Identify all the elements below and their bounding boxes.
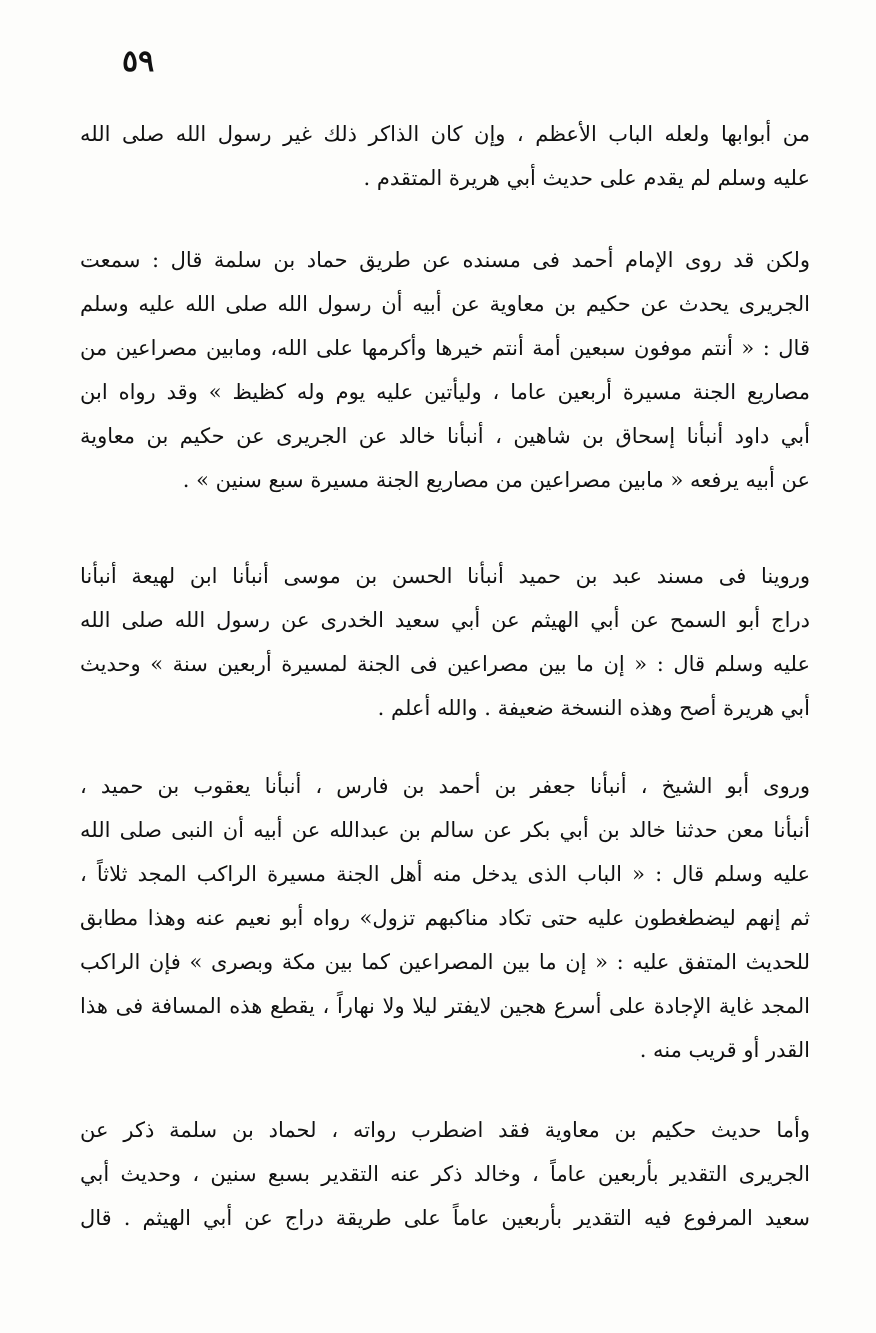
paragraph-2 <box>80 238 810 502</box>
text-line: وروى أبو الشيخ ، أنبأنا جعفر بن أحمد بن فارس ، أنبأنا يعقوب بن حميد ، <box>80 774 810 798</box>
text-line: الجريرى التقدير بأربعين عاماً ، وخالد ذكر عنه التقدير بسبع سنين ، وحديث أبي <box>80 1162 810 1186</box>
text-line: عليه وسلم قال : « إن ما بين مصراعين فى الجنة لمسيرة أربعين سنة » وحديث <box>80 652 810 676</box>
paragraph-5 <box>80 1108 810 1240</box>
text-line: قال : « أنتم موفون سبعين أمة أنتم خيرها وأكرمها على الله، ومابين مصراعين من <box>80 336 810 360</box>
text-line: ثم إنهم ليضطغطون عليه حتى تكاد مناكبهم تزول» رواه أبو نعيم عنه وهذا مطابق <box>80 906 810 930</box>
text-line: عليه وسلم لم يقدم على حديث أبي هريرة المتقدم . <box>363 166 810 190</box>
text-line: وأما حديث حكيم بن معاوية فقد اضطرب رواته ، لحماد بن سلمة ذكر عن <box>80 1118 810 1142</box>
text-line: أبي هريرة أصح وهذه النسخة ضعيفة . والله أعلم . <box>377 696 810 720</box>
text-line: عن أبيه يرفعه « مابين مصراعين من مصاريع الجنة مسيرة سبع سنين » . <box>182 468 810 492</box>
text-line: القدر أو قريب منه . <box>639 1038 810 1062</box>
paragraph-4 <box>80 764 810 1072</box>
text-line: الجريرى يحدث عن حكيم بن معاوية عن أبيه أن رسول الله صلى الله عليه وسلم <box>80 292 810 316</box>
text-line: المجد غاية الإجادة على أسرع هجين لايفتر ليلا ولا نهاراً ، يقطع هذه المسافة فى هذا <box>80 994 810 1018</box>
paragraph-3 <box>80 554 810 730</box>
text-line: أنبأنا معن حدثنا خالد بن أبي بكر عن سالم بن عبدالله عن أبيه أن النبى صلى الله <box>80 818 810 842</box>
text-line: دراج أبو السمح عن أبي الهيثم عن أبي سعيد الخدرى عن رسول الله صلى الله <box>80 608 810 632</box>
text-line: عليه وسلم قال : « الباب الذى يدخل منه أهل الجنة مسيرة الراكب المجد ثلاثاً ، <box>80 862 810 886</box>
text-line: من أبوابها ولعله الباب الأعظم ، وإن كان الذاكر ذلك غير رسول الله صلى الله <box>80 122 810 146</box>
text-line: للحديث المتفق عليه : « إن ما بين المصراعين كما بين مكة وبصرى » فإن الراكب <box>80 950 810 974</box>
text-line: ولكن قد روى الإمام أحمد فى مسنده عن طريق حماد بن سلمة قال : سمعت <box>80 248 810 272</box>
text-line: وروينا فى مسند عبد بن حميد أنبأنا الحسن بن موسى أنبأنا ابن لهيعة أنبأنا <box>80 564 810 588</box>
page-number: ٥٩ <box>122 44 155 79</box>
paragraph-1 <box>80 112 810 200</box>
text-line: أبي داود أنبأنا إسحاق بن شاهين ، أنبأنا خالد عن الجريرى عن حكيم بن معاوية <box>80 424 810 448</box>
text-line: سعيد المرفوع فيه التقدير بأربعين عاماً على طريقة دراج عن أبي الهيثم . قال <box>80 1206 810 1230</box>
text-line: مصاريع الجنة مسيرة أربعين عاما ، وليأتين عليه يوم وله كظيظ » وقد رواه ابن <box>80 380 810 404</box>
